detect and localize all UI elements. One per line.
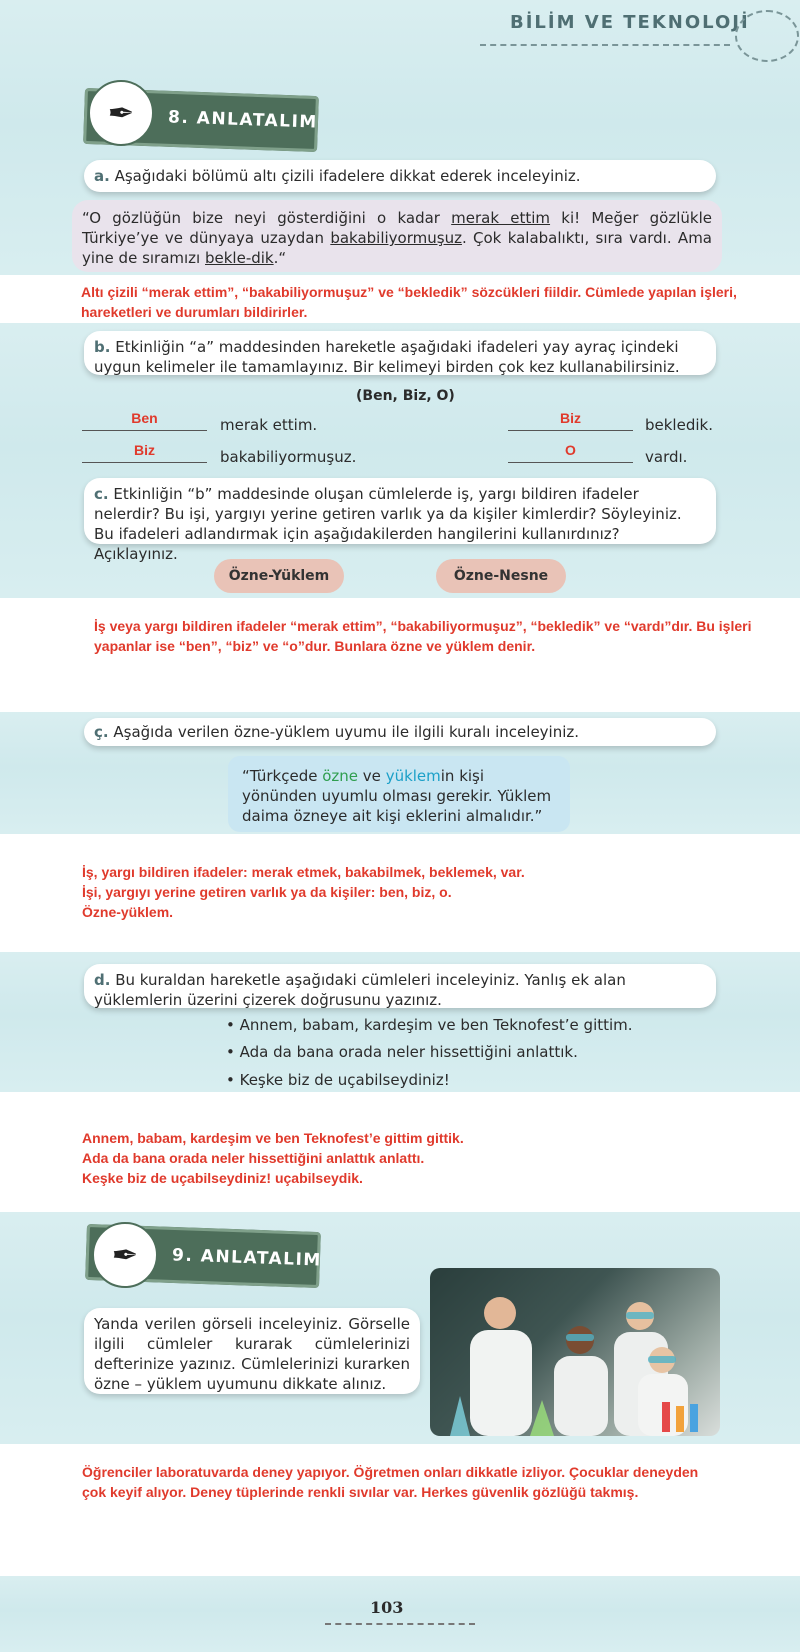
answer-cc-line-2: İşi, yargıyı yerine getiren varlık ya da kişiler: ben, biz, o.: [82, 884, 452, 900]
page-number: 103: [370, 1598, 404, 1617]
word-options: (Ben, Biz, O): [356, 388, 455, 404]
page-number-underline: [325, 1623, 475, 1625]
row-3-text: bakabiliyormuşuz.: [220, 448, 357, 466]
instruction-a: [84, 160, 716, 192]
answer-a: Altı çizili “merak ettim”, “bakabiliyormuşuz” ve “bekledik” sözcükleri fiildir. Cümlede yapılan işleri, hareketleri ve durumları bildirirler.: [81, 284, 737, 320]
instruction-d: [84, 964, 716, 1008]
laboratory-illustration: [430, 1268, 720, 1436]
answer-cc-line-1: İş, yargı bildiren ifadeler: merak etmek, bakabilmek, beklemek, var.: [82, 864, 525, 880]
instruction-c: [84, 478, 716, 563]
letter-d: d.: [94, 971, 111, 989]
answer-d-line-1: Annem, babam, kardeşim ve ben Teknofest’e gittim gittik.: [82, 1130, 464, 1146]
answer-d-line-2: Ada da bana orada neler hissettiğini anlattık anlattı.: [82, 1150, 425, 1166]
instruction-cc: [84, 718, 716, 746]
header-dashed-line: [480, 44, 730, 46]
row-4-text: vardı.: [645, 448, 688, 466]
underlined-merak-ettim: merak ettim: [451, 209, 551, 227]
instruction-b-text: Etkinliğin “a” maddesinden hareketle aşağıdaki ifadeleri yay ayraç içindeki uygun kelimeler ile tamamlayınız. Bir kelimeyi birden çok kez kullanabilirsiniz.: [94, 338, 680, 376]
section-9-title: 9. ANLATALIM: [171, 1245, 323, 1271]
underlined-bakabiliyormusuz: bakabiliyormuşuz: [330, 229, 462, 247]
answer-9: Öğrenciler laboratuvarda deney yapıyor. Öğretmen onları dikkatle izliyor. Çocuklar deneyden çok keyif alıyor. Deney tüplerinde renkli sıvılar var. Herkes güvenlik gözlüğü takmış.: [82, 1464, 699, 1500]
instruction-b: [84, 331, 716, 375]
answer-c: İş veya yargı bildiren ifadeler “merak ettim”, “bakabiliyormuşuz”, “bekledik” ve “vardı”dır. Bu işleri yapanlar ise “ben”, “biz” ve “o”dur. Bunlara özne ve yüklem denir.: [94, 618, 752, 654]
instruction-d-text: Bu kuraldan hareketle aşağıdaki cümleleri inceleyiniz. Yanlış ek alan yüklemlerin üzerini çizerek doğrusunu yazınız.: [94, 971, 626, 1009]
unit-title: BİLİM VE TEKNOLOJİ: [510, 12, 750, 33]
blank-4: O: [508, 442, 633, 463]
instruction-a-text: Aşağıdaki bölümü altı çizili ifadelere dikkat ederek inceleyiniz.: [114, 167, 581, 185]
header-swirl-decoration: [735, 10, 799, 62]
sentence-1: • Annem, babam, kardeşim ve ben Teknofest’e gittim.: [226, 1016, 633, 1034]
quote-a: “O gözlüğün bize neyi gösterdiğini o kadar merak ettim ki! Meğer gözlükle Türkiye’ye ve dünyaya uzaydan bakabiliyormuşuz. Çok kalabalıktı, sıra vardı. Ama yine de sıramızı bekle-dik.“: [72, 200, 722, 272]
rule-box: “Türkçede özne ve yüklemin kişi yönünden uyumlu olması gerekir. Yüklem daima özneye ait kişi eklerini almalıdır.”: [228, 756, 570, 832]
rule-yuklem: yüklem: [385, 767, 441, 785]
quill-icon: ✒: [88, 80, 154, 146]
instruction-c-text: Etkinliğin “b” maddesinde oluşan cümlelerde iş, yargı bildiren ifadeler nelerdir? Bu işi, yargıyı yerine getiren varlık ya da kişiler kimlerdir? Söyleyiniz. Bu ifadeleri adlandırmak için aşağıdakilerden hangilerini kullanırdınız? Açıklayınız.: [94, 485, 682, 563]
letter-c: c.: [94, 485, 109, 503]
instruction-cc-text: Aşağıda verilen özne-yüklem uyumu ile ilgili kuralı inceleyiniz.: [113, 723, 580, 741]
letter-b: b.: [94, 338, 111, 356]
section-8-title: 8. ANLATALIM: [167, 107, 319, 133]
laboratory-photo: [430, 1268, 720, 1436]
underlined-bekledik: bekle-dik: [205, 249, 274, 267]
row-1-text: merak ettim.: [220, 416, 318, 434]
chip-ozne-yuklem: Özne-Yüklem: [214, 559, 344, 593]
letter-a: a.: [94, 167, 110, 185]
blank-2: Biz: [508, 410, 633, 431]
row-2-text: bekledik.: [645, 416, 713, 434]
letter-cc: ç.: [94, 723, 109, 741]
rule-ozne: özne: [322, 767, 359, 785]
answer-d-line-3: Keşke biz de uçabilseydiniz! uçabilseydik.: [82, 1170, 363, 1186]
blank-1: Ben: [82, 410, 207, 431]
blank-3: Biz: [82, 442, 207, 463]
instruction-9: Yanda verilen görseli inceleyiniz. Görselle ilgili cümleler kurarak cümlelerinizi defterinize yazınız. Cümlelerinizi kurarken özne – yüklem uyumunu dikkate alınız.: [84, 1308, 420, 1394]
quill-icon-2: ✒: [92, 1222, 158, 1288]
answer-cc-line-3: Özne-yüklem.: [82, 904, 174, 920]
chip-ozne-nesne: Özne-Nesne: [436, 559, 566, 593]
sentence-2: • Ada da bana orada neler hissettiğini anlattık.: [226, 1043, 578, 1061]
sentence-3: • Keşke biz de uçabilseydiniz!: [226, 1071, 450, 1089]
